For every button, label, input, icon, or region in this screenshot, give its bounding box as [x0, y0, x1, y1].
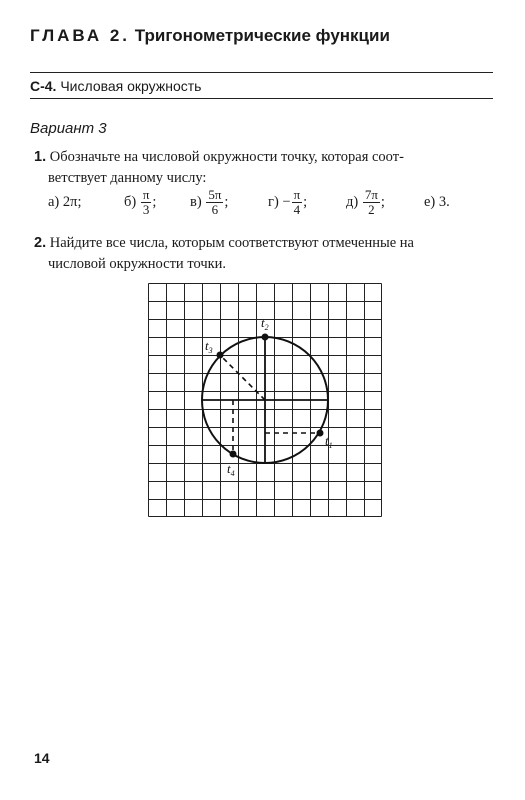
option-b-numerator: π	[142, 186, 150, 202]
section-heading	[30, 78, 201, 94]
chapter-title: Тригонометрические функции	[134, 26, 390, 45]
section-top-rule	[30, 72, 493, 73]
option-d-suffix: ;	[380, 193, 385, 210]
option-b-label: б)	[124, 193, 137, 210]
label-t4: $t_4$	[227, 461, 235, 478]
task-2-number: 2.	[34, 235, 47, 251]
option-d-fraction	[363, 188, 380, 217]
label-t1: $t_1$	[325, 433, 333, 450]
page-number: 14	[34, 750, 50, 766]
option-e-value: 3.	[438, 193, 450, 210]
option-g-sign: −	[282, 193, 291, 210]
task-1	[34, 147, 494, 189]
label-t2: $t_2$	[261, 315, 269, 332]
option-d-numerator: 7π	[364, 186, 378, 202]
option-v-suffix: ;	[224, 193, 229, 210]
option-g-suffix: ;	[303, 193, 308, 210]
option-v-fraction	[206, 188, 223, 217]
task-1-text-line1: Обозначьте на числовой окружности точку, которая соот-	[49, 149, 404, 165]
label-t3: $t_3$	[205, 338, 213, 355]
task-2	[34, 233, 494, 275]
variant-title: Вариант 3	[30, 120, 107, 137]
chapter-label: ГЛАВА 2.	[30, 26, 131, 45]
point-t3	[217, 352, 224, 359]
option-b-fraction	[141, 188, 152, 217]
option-d-denominator: 2	[368, 201, 375, 217]
option-d	[346, 184, 385, 220]
option-g-denominator: 4	[293, 201, 301, 217]
task-2-text-line2: числовой окружности точки.	[48, 256, 227, 272]
task-1-options	[48, 184, 468, 220]
option-a-value: 2π;	[62, 193, 82, 210]
option-v-denominator: 6	[211, 201, 219, 217]
option-b-suffix: ;	[152, 193, 157, 210]
section-bottom-rule	[30, 98, 493, 99]
option-a-label: а)	[48, 193, 60, 210]
task-2-text-line1: Найдите все числа, которым соответствуют отмеченные на	[49, 235, 414, 251]
option-g-numerator: π	[293, 186, 301, 202]
task-1-text-line2: ветствует данному числу:	[48, 170, 207, 186]
point-t2	[262, 334, 269, 341]
point-t4	[230, 451, 237, 458]
t3-dashed-radius	[220, 355, 265, 400]
option-a	[48, 184, 82, 220]
option-e	[424, 184, 450, 220]
section-code: С-4.	[30, 78, 57, 94]
task-1-number: 1.	[34, 149, 47, 165]
option-d-label: д)	[346, 193, 359, 210]
option-g	[268, 184, 307, 220]
option-v-numerator: 5π	[208, 186, 222, 202]
option-v-label: в)	[190, 193, 202, 210]
option-v	[190, 184, 228, 220]
point-t1	[317, 430, 324, 437]
option-g-fraction	[292, 188, 303, 217]
option-b	[124, 184, 156, 220]
chapter-heading	[30, 26, 390, 46]
unit-circle-figure	[148, 283, 382, 517]
section-title: Числовая окружность	[60, 78, 202, 94]
option-g-label: г)	[268, 193, 279, 210]
option-b-denominator: 3	[142, 201, 150, 217]
option-e-label: е)	[424, 193, 436, 210]
